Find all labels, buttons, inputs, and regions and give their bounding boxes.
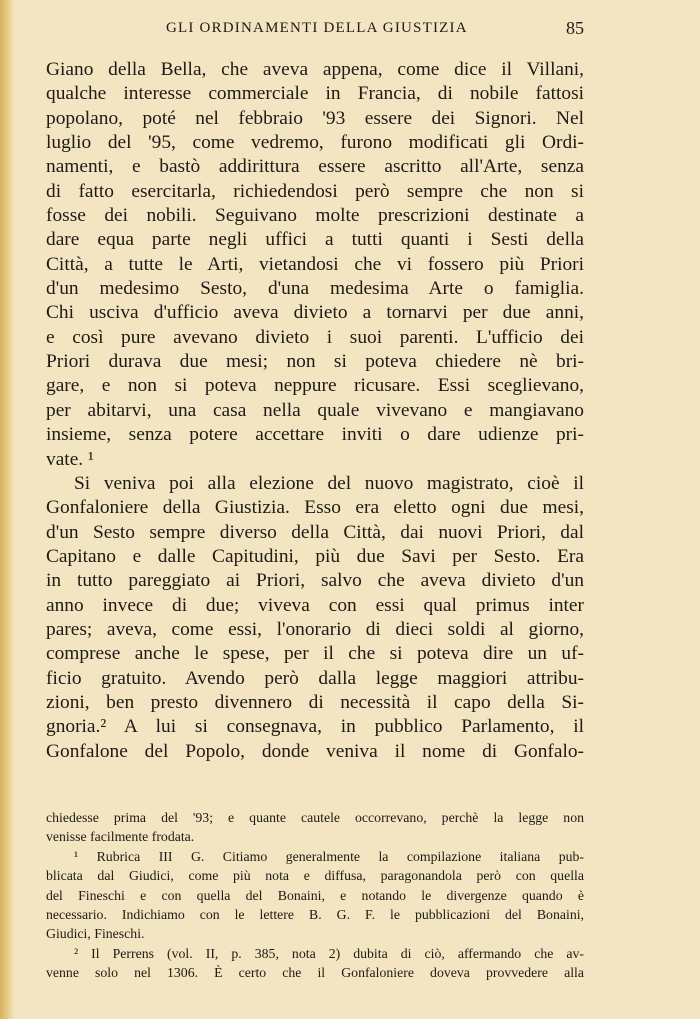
text-line: dare equa parte negli uffici a tutti quanti i Sesti della [46, 229, 584, 251]
text-line: namenti, e bastò addirittura essere ascritto all'Arte, senza [46, 156, 584, 178]
footnote-line: del Fineschi e con quella del Bonaini, e notando le divergenze quando è [46, 887, 584, 903]
footnote-line: chiedesse prima del '93; e quante cautele occorrevano, perchè la legge non [46, 810, 584, 825]
text-line: comprese anche le spese, per il che si poteva dire un uf- [46, 643, 584, 665]
text-line: Gonfaloniere della Giustizia. Esso era eletto ogni due mesi, [46, 497, 584, 519]
page-number: 85 [566, 18, 584, 38]
text-line: in tutto pareggiato ai Priori, salvo che aveva divieto d'un [46, 570, 584, 592]
book-spine-edge [0, 0, 14, 1019]
text-line: Priori durava due mesi; non si poteva chiedere nè bri- [46, 351, 584, 373]
text-line: Giano della Bella, che aveva appena, come dice il Villani, [46, 59, 584, 80]
text-line: anno invece di due; viveva con essi qual primus inter [46, 594, 584, 616]
text-line: d'un Sesto sempre diverso della Città, dai nuovi Priori, dal [46, 521, 584, 543]
page-header [46, 18, 584, 44]
footnote-line: venisse facilmente frodata. [46, 829, 195, 845]
footnote-line: necessario. Indichiamo con le lettere B. G. F. le pubblicazioni del Bonaini, [46, 906, 584, 922]
text-line: d'un medesimo Sesto, d'una medesima Arte o famiglia. [46, 278, 584, 300]
text-line: per abitarvi, una casa nella quale vivevano e mangiavano [46, 399, 584, 421]
text-line: gnoria.² A lui si consegnava, in pubblico Parlamento, il [46, 716, 584, 738]
footnote-line: ¹ Rubrica III G. Citiamo generalmente la compilazione italiana pub- [74, 848, 584, 864]
footnote-line: ² Il Perrens (vol. II, p. 385, nota 2) dubita di ciò, affermando che av- [74, 945, 584, 961]
text-line: gare, e non si poteva neppure ricusare. Essi sceglievano, [46, 375, 584, 397]
text-line: ficio gratuito. Avendo però dalla legge maggiori attribu- [46, 667, 584, 689]
footnote-line: venne solo nel 1306. È certo che il Gonfaloniere doveva provvedere alla [46, 965, 584, 981]
text-line: insieme, senza potere accettare inviti o dare udienze pri- [46, 424, 584, 446]
text-line: fosse dei nobili. Seguivano molte prescrizioni destinate a [46, 205, 584, 227]
text-line: Chi usciva d'ufficio aveva divieto a tornarvi per due anni, [46, 302, 584, 324]
text-line: luglio del '95, come vedremo, furono modificati gli Ordi- [46, 132, 584, 154]
text-line: vate. ¹ [46, 448, 94, 470]
footnotes [46, 808, 584, 983]
main-text [46, 58, 584, 764]
text-line: Gonfalone del Popolo, donde veniva il nome di Gonfalo- [46, 740, 584, 762]
footnote-line: blicata dal Giudici, come più nota e diffusa, paragonandola però con quella [46, 868, 584, 884]
running-title: GLI ORDINAMENTI DELLA GIUSTIZIA [166, 20, 468, 36]
text-line: di fatto esercitarla, richiedendosi però sempre che non si [46, 180, 584, 202]
text-line: qualche interesse commerciale in Francia, di nobile fattosi [46, 83, 584, 105]
text-line: Capitano e dalle Capitudini, più due Savi per Sesto. Era [46, 545, 584, 567]
text-line: Si veniva poi alla elezione del nuovo magistrato, cioè il [74, 472, 584, 494]
text-line: e così pure avevano divieto i suoi parenti. L'ufficio dei [46, 326, 584, 348]
text-line: zioni, ben presto divennero di necessità il capo della Si- [46, 691, 584, 713]
text-line: Città, a tutte le Arti, vietandosi che vi fossero più Priori [46, 253, 584, 275]
text-line: pares; aveva, come essi, l'onorario di dieci soldi al giorno, [46, 618, 584, 640]
footnote-line: Giudici, Fineschi. [46, 926, 145, 942]
text-line: popolano, poté nel febbraio '93 essere dei Signori. Nel [46, 107, 584, 129]
